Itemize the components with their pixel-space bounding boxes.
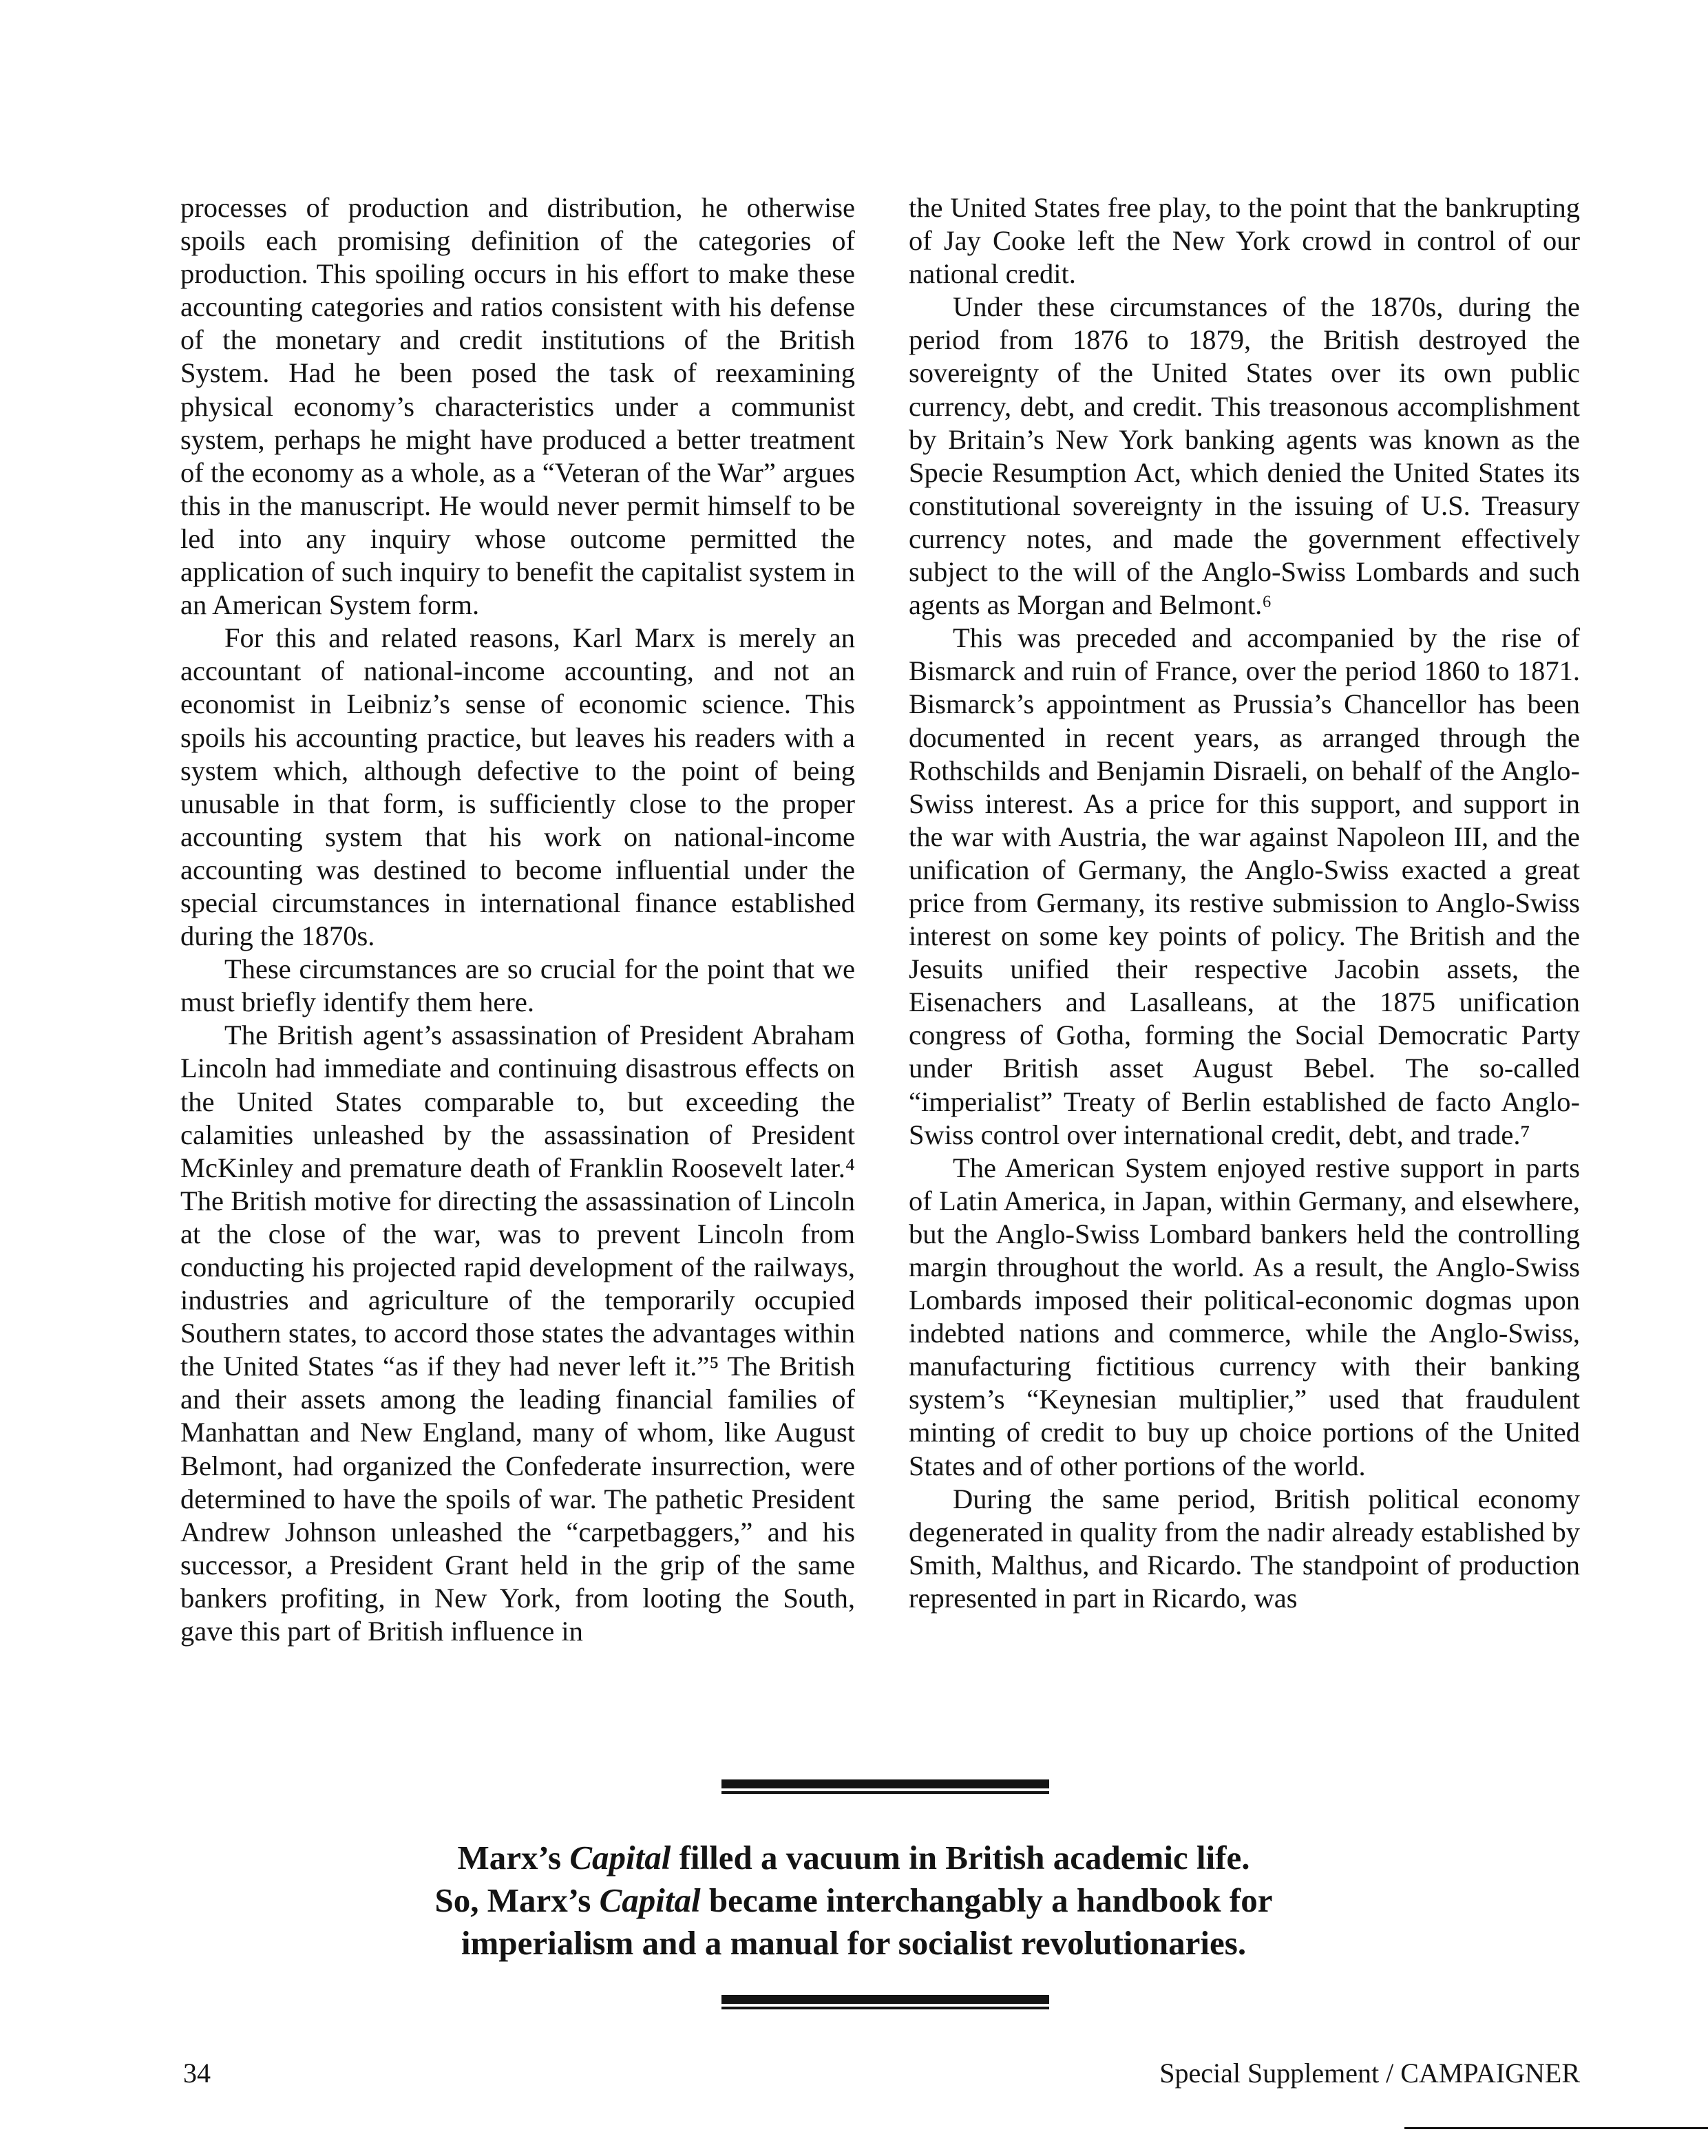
- pull-quote-line: Marx’s Capital filled a vacuum in British academic life.: [457, 1839, 1250, 1877]
- paragraph: During the same period, British political economy degenerated in quality from the nadir already established by Smith, Malthus, and Ricardo. The standpoint of production represented in part in Ricardo, was: [909, 1483, 1580, 1614]
- paragraph: the United States free play, to the point that the bankrupting of Jay Cooke left the New York crowd in control of our national credit.: [909, 192, 1580, 290]
- pull-quote-top-rule: [721, 1779, 1049, 1795]
- paragraph: For this and related reasons, Karl Marx is merely an accountant of national-income accounting, and not an economist in Leibniz’s sense of economic science. This spoils his accounting practice, but leaves his readers with a system which, although defective to the point of being unusable in that form, is sufficiently close to the proper accounting system that his work on national-income accounting was destined to become influential under the special circumstances in international finance established during the 1870s.: [180, 622, 855, 952]
- left-column: [180, 191, 855, 1648]
- pull-quote-bottom-rule: [721, 1995, 1049, 2010]
- paragraph: Under these circumstances of the 1870s, during the period from 1876 to 1879, the British destroyed the sovereignty of the United States over its own public currency, debt, and credit. This treasonous accomplishment by Britain’s New York banking agents was known as the Specie Resumption Act, which denied the United States its constitutional sovereignty in the issuing of U.S. Treasury currency notes, and made the government effectively subject to the will of the Anglo-Swiss Lombards and such agents as Morgan and Belmont.⁶: [909, 291, 1580, 621]
- pull-quote-line: So, Marx’s Capital became interchangably a handbook for: [434, 1881, 1273, 1919]
- footer-divider: [1404, 2127, 1708, 2129]
- running-footer: Special Supplement / CAMPAIGNER: [1159, 2058, 1580, 2089]
- page-number: 34: [183, 2058, 211, 2089]
- paragraph: These circumstances are so crucial for the point that we must briefly identify them here.: [180, 953, 855, 1018]
- paragraph: This was preceded and accompanied by the rise of Bismarck and ruin of France, over the period 1860 to 1871. Bismarck’s appointment as Prussia’s Chancellor has been documented in recent years, as arranged through the Rothschilds and Benjamin Disraeli, on behalf of the Anglo-Swiss interest. As a price for this support, and support in the war with Austria, the war against Napoleon III, and the unification of Germany, the Anglo-Swiss exacted a great price from Germany, its restive submission to Anglo-Swiss interest on some key points of policy. The British and the Jesuits unified their respective Jacobin assets, the Eisenachers and Lasalleans, at the 1875 unification congress of Gotha, forming the Social Democratic Party under British asset August Bebel. The so-called “imperialist” Treaty of Berlin established de facto Anglo-Swiss control over international credit, debt, and trade.⁷: [909, 622, 1580, 1150]
- pull-quote-line: imperialism and a manual for socialist revolutionaries.: [461, 1924, 1247, 1962]
- paragraph: processes of production and distribution, he otherwise spoils each promising definition of the categories of production. This spoiling occurs in his effort to make these accounting categories and ratios consistent with his defense of the monetary and credit institutions of the British System. Had he been posed the task of reexamining physical economy’s characteristics under a communist system, perhaps he might have produced a better treatment of the economy as a whole, as a “Veteran of the War” argues this in the manuscript. He would never permit himself to be led into any inquiry whose outcome permitted the application of such inquiry to benefit the capitalist system in an American System form.: [180, 192, 855, 621]
- paragraph: The American System enjoyed restive support in parts of Latin America, in Japan, within Germany, and elsewhere, but the Anglo-Swiss Lombard bankers held the controlling margin throughout the world. As a result, the Anglo-Swiss Lombards imposed their political-economic dogmas upon indebted nations and commerce, while the Anglo-Swiss, manufacturing fictitious currency with their banking system’s “Keynesian multiplier,” used that fraudulent minting of credit to buy up choice portions of the United States and of other portions of the world.: [909, 1152, 1580, 1481]
- right-column: [909, 191, 1580, 1615]
- pull-quote: [344, 1837, 1363, 1965]
- paragraph: The British agent’s assassination of President Abraham Lincoln had immediate and continuing disastrous effects on the United States comparable to, but exceeding the calamities unleashed by the assassination of President McKinley and premature death of Franklin Roosevelt later.⁴ The British motive for directing the assassination of Lincoln at the close of the war, was to prevent Lincoln from conducting his projected rapid development of the railways, industries and agriculture of the temporarily occupied Southern states, to accord those states the advantages within the United States “as if they had never left it.”⁵ The British and their assets among the leading financial families of Manhattan and New England, many of whom, like August Belmont, had organized the Confederate insurrection, were determined to have the spoils of war. The pathetic President Andrew Johnson unleashed the “carpetbaggers,” and his successor, a President Grant held in the grip of the same bankers profiting, in New York, from looting the South, gave this part of British influence in: [180, 1019, 855, 1647]
